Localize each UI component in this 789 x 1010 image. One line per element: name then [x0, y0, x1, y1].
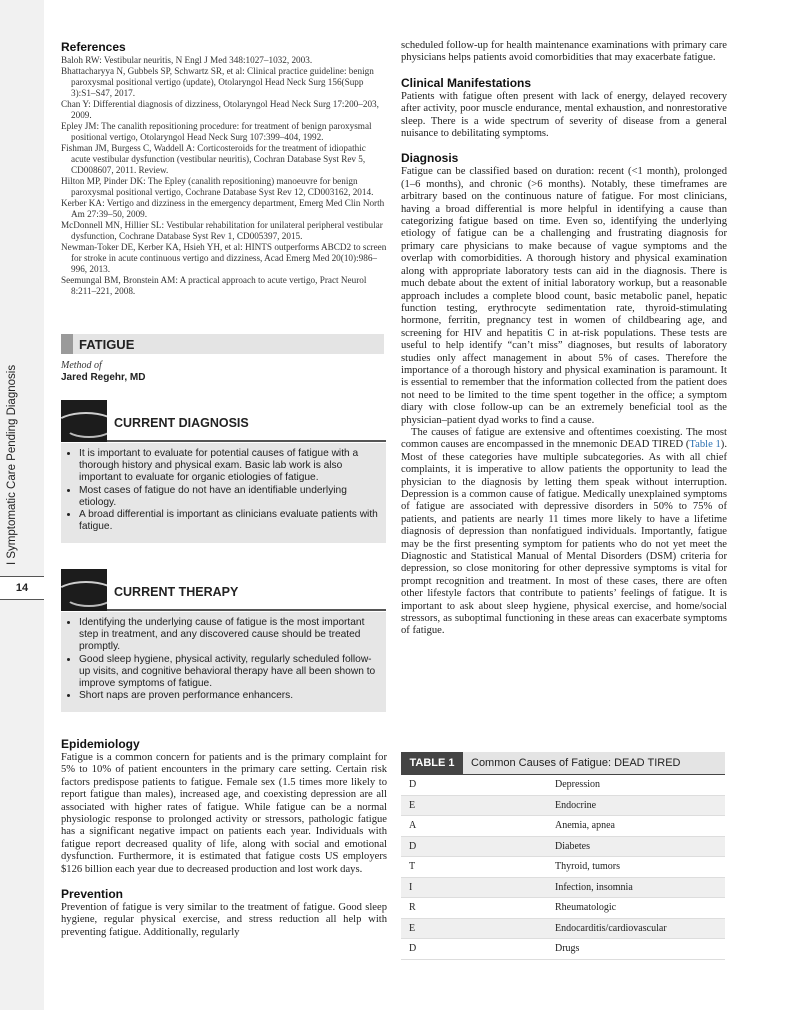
table-tag: TABLE 1 — [401, 752, 463, 774]
dead-tired-table — [401, 752, 725, 960]
current-therapy-heading: CURRENT THERAPY — [114, 585, 239, 599]
reference-item: Hilton MP, Pinder DK: The Epley (canalith repositioning) manoeuvre for benign paroxysmal positional vertigo, Cochrane Database Syst Rev 12, CD003162, 2014. — [61, 176, 374, 197]
table-row — [401, 857, 725, 878]
section-title: I Symptomatic Care Pending Diagnosis — [6, 364, 18, 565]
reference-item: Newman-Toker DE, Kerber KA, Hsieh YH, et al: HINTS outperforms ABCD2 to screen for stroke in acute continuous vertigo and dizziness, Acad Emerg Med 20(10):986–996, 2013. — [61, 242, 387, 274]
diagnosis-p2-after: ). Most of these categories have multiple subcategories. As with all chief complaints, it is imperative to allow patients the opportunity to lead the physician to the diagnosis by letting them speak without interruption. Depression is a common cause of fatigue. Medically unexplained symptoms of fatigue are associated with depressive disorders in 50% to 75% of patients, and patients are nearly 11 times more likely to have a lifetime diagnosis of depression than nonfatigued individuals. Importantly, fatigue may be the first presenting symptom for patients who do not yet meet the Diagnostic and Statistical Manual of Mental Disorders (DSM) criteria for depression, so close monitoring for other depressive symptoms is vital for prompt recognition and treatment. In most of these cases, there are often other lifestyle factors that contribute to patients’ feelings of fatigue. It is important to ask about sleep hygiene, physical exercise, and home/social stressors, as suboptimal functioning in these areas can exacerbate symptoms of fatigue. — [401, 439, 727, 637]
cause-cell: Depression — [555, 779, 600, 791]
references-heading: References — [61, 40, 126, 54]
bullet-item: • A broad differential is important as clinicians evaluate patients with fatigue. — [79, 509, 378, 533]
table-body — [401, 775, 725, 960]
current-therapy-list — [67, 617, 378, 702]
cause-cell: Thyroid, tumors — [555, 861, 620, 873]
title-bar-block — [61, 334, 73, 354]
chapter-title: FATIGUE — [73, 334, 384, 354]
mnemonic-letter: D — [409, 779, 417, 791]
current-therapy-box — [61, 612, 386, 712]
reference-item: Baloh RW: Vestibular neuritis, N Engl J Med 348:1027–1032, 2003. — [61, 55, 313, 65]
sidebar — [0, 0, 44, 1010]
swirl-logo-icon — [61, 569, 107, 611]
epidemiology-heading: Epidemiology — [61, 737, 140, 751]
method-label: Method of — [61, 360, 102, 371]
current-diagnosis-box — [61, 443, 386, 543]
cause-cell: Infection, insomnia — [555, 881, 633, 893]
clinical-heading: Clinical Manifestations — [401, 75, 532, 90]
cause-cell: Rheumatologic — [555, 902, 617, 914]
mnemonic-letter: D — [409, 943, 417, 955]
cause-cell: Drugs — [555, 943, 580, 955]
diagnosis-heading: Diagnosis — [401, 151, 459, 166]
mnemonic-letter: D — [409, 840, 417, 852]
page-number: 14 — [0, 576, 44, 600]
bullet-item: • Identifying the underlying cause of fatigue is the most important step in treatment, and any discovered cause should be treated promptly. — [79, 617, 378, 654]
table-row — [401, 878, 725, 899]
references-section — [61, 40, 387, 297]
mnemonic-letter: R — [409, 902, 416, 914]
current-diagnosis-header — [61, 400, 386, 442]
mnemonic-letter: E — [409, 922, 416, 934]
references-list — [61, 55, 387, 297]
bullet-item: • Good sleep hygiene, physical activity, regularly scheduled follow-up visits, and cognitive behavioral therapy have all been shown to improve symptoms of fatigue. — [79, 654, 378, 691]
prevention-continued-text: scheduled follow-up for health maintenance examinations with primary care physicians helps patients avoid comorbidities that may exacerbate fatigue. — [401, 40, 727, 64]
table-row — [401, 796, 725, 817]
table-1-link[interactable]: Table 1 — [689, 439, 721, 451]
cause-cell: Endocarditis/cardiovascular — [555, 922, 667, 934]
table-caption: Common Causes of Fatigue: DEAD TIRED — [463, 752, 725, 774]
table-row — [401, 919, 725, 940]
reference-item: Seemungal BM, Bronstein AM: A practical approach to acute vertigo, Pract Neurol 8:211–221, 2008. — [61, 275, 367, 296]
epidemiology-section — [61, 737, 387, 939]
right-column — [401, 40, 727, 638]
table-header — [401, 752, 725, 775]
cause-cell: Anemia, apnea — [555, 820, 615, 832]
bullet-item: • Most cases of fatigue do not have an identifiable underlying etiology. — [79, 485, 378, 509]
chapter-title-bar — [61, 334, 384, 354]
current-diagnosis-list — [67, 448, 378, 533]
reference-item: Kerber KA: Vertigo and dizziness in the emergency department, Emerg Med Clin North Am 27:39–50, 2009. — [61, 198, 385, 219]
diagnosis-p2-before: The causes of fatigue are extensive and oftentimes coexisting. The most common causes are encompassed in the mnemonic DEAD TIRED ( — [401, 426, 727, 451]
chapter-header — [61, 334, 384, 383]
cause-cell: Endocrine — [555, 799, 597, 811]
clinical-text: Patients with fatigue often present with lack of energy, delayed recovery after activity, poor muscle endurance, mental exhaustion, and nonrestorative sleep. There is a wide spectrum of severity of disease from a general nuisance to debilitating symptoms. — [401, 90, 727, 140]
table-row — [401, 775, 725, 796]
mnemonic-letter: I — [409, 881, 413, 893]
table-row — [401, 939, 725, 960]
diagnosis-paragraph-2 — [401, 427, 727, 638]
table-row — [401, 837, 725, 858]
bullet-item: • It is important to evaluate for potential causes of fatigue with a thorough history and physical exam. Basic lab work is also important to evaluate for organic etiologies of fatigue. — [79, 448, 378, 485]
epidemiology-text: Fatigue is a common concern for patients and is the primary complaint for 5% to 10% of patient encounters in the primary care setting. Certain risk factors predispose patients to fatigue. Female sex (1.5 times more likely to report fatigue than males), increased age, and coexisting depression are all associated with higher rates of fatigue. While fatigue can be a normal physiologic response to prolonged activity or stressors, pathologic fatigue has a significant negative impact on patients each year. Individuals with fatigue report decreased quality of life, along with social and emotional dysfunction. Furthermore, it is estimated that fatigue costs US employers $126 billion each year due to decreased production and lost work days. — [61, 752, 387, 875]
prevention-text: Prevention of fatigue is very similar to the treatment of fatigue. Good sleep hygiene, regular physical exercise, and stress reduction all help with preventing fatigue. Additionally, regularly — [61, 902, 387, 938]
prevention-heading: Prevention — [61, 887, 124, 902]
header-rule — [107, 609, 386, 611]
current-diagnosis-heading: CURRENT DIAGNOSIS — [114, 416, 249, 430]
current-therapy-header — [61, 569, 386, 611]
reference-item: Epley JM: The canalith repositioning procedure: for treatment of benign paroxysmal positional vertigo, Otolaryngol Head Neck Surg 107:399–404, 1992. — [61, 121, 372, 142]
header-rule — [107, 440, 386, 442]
author-name: Jared Regehr, MD — [61, 372, 146, 383]
table-row — [401, 898, 725, 919]
swirl-logo-icon — [61, 400, 107, 442]
reference-item: McDonnell MN, Hillier SL: Vestibular rehabilitation for unilateral peripheral vestibular dysfunction, Cochrane Database Syst Rev 1, CD005397, 2015. — [61, 220, 383, 241]
reference-item: Fishman JM, Burgess C, Waddell A: Corticosteroids for the treatment of idiopathic acute vestibular dysfunction (vestibular neuritis), Cochran Database Syst Rev 5, CD008607, 2011. Review. — [61, 143, 366, 175]
diagnosis-paragraph-1: Fatigue can be classified based on duration: recent (<1 month), prolonged (1–6 months), and chronic (>6 months). Notably, these timeframes are arbitrary based on the continuous nature of fatigue. For most clinicians, having a broad differential is more helpful in identifying a cause than categorizing fatigue based on time. Even so, identifying the underlying etiology of fatigue can be a challenging and frustrating diagnosis for primary care physicians to make because of vague symptoms and the overlap with comorbidities. A thorough history and physical examination along with appropriate laboratory tests can aid in the diagnosis. There is much debate about the extent of initial laboratory workup, but a reasonable approach includes a complete blood count, basic metabolic panel, hepatic function testing, erythrocyte sedimentation rate, thyroid-stimulating hormone, ferritin, pregnancy test in women of childbearing age, and screening for HIV and hepatitis C in at-risk populations. These tests are useful to help identify “can’t miss” diagnoses, but results of laboratory studies only affect management in about 5% of cases. Therefore the importance of a thorough history and physical examination is paramount. It is essential to remember that the information collected from the patient does not need to be limited to the time spent together in the office; a symptom diary with close follow-up can be an extremely beneficial tool as the physician–patient dyad works to find a cause. — [401, 166, 727, 426]
mnemonic-letter: T — [409, 861, 416, 873]
cause-cell: Diabetes — [555, 840, 590, 852]
mnemonic-letter: E — [409, 799, 416, 811]
reference-item: Chan Y: Differential diagnosis of dizziness, Otolaryngol Head Neck Surg 17:200–203, 2009. — [61, 99, 379, 120]
bullet-item: • Short naps are proven performance enhancers. — [79, 690, 378, 702]
table-row — [401, 816, 725, 837]
reference-item: Bhattacharyya N, Gubbels SP, Schwartz SR, et al: Clinical practice guideline: benign paroxysmal positional vertigo (update), Otolaryngol Head Neck Surg 156(Supp 3):S1–S47, 2017. — [61, 66, 374, 98]
mnemonic-letter: A — [409, 820, 417, 832]
